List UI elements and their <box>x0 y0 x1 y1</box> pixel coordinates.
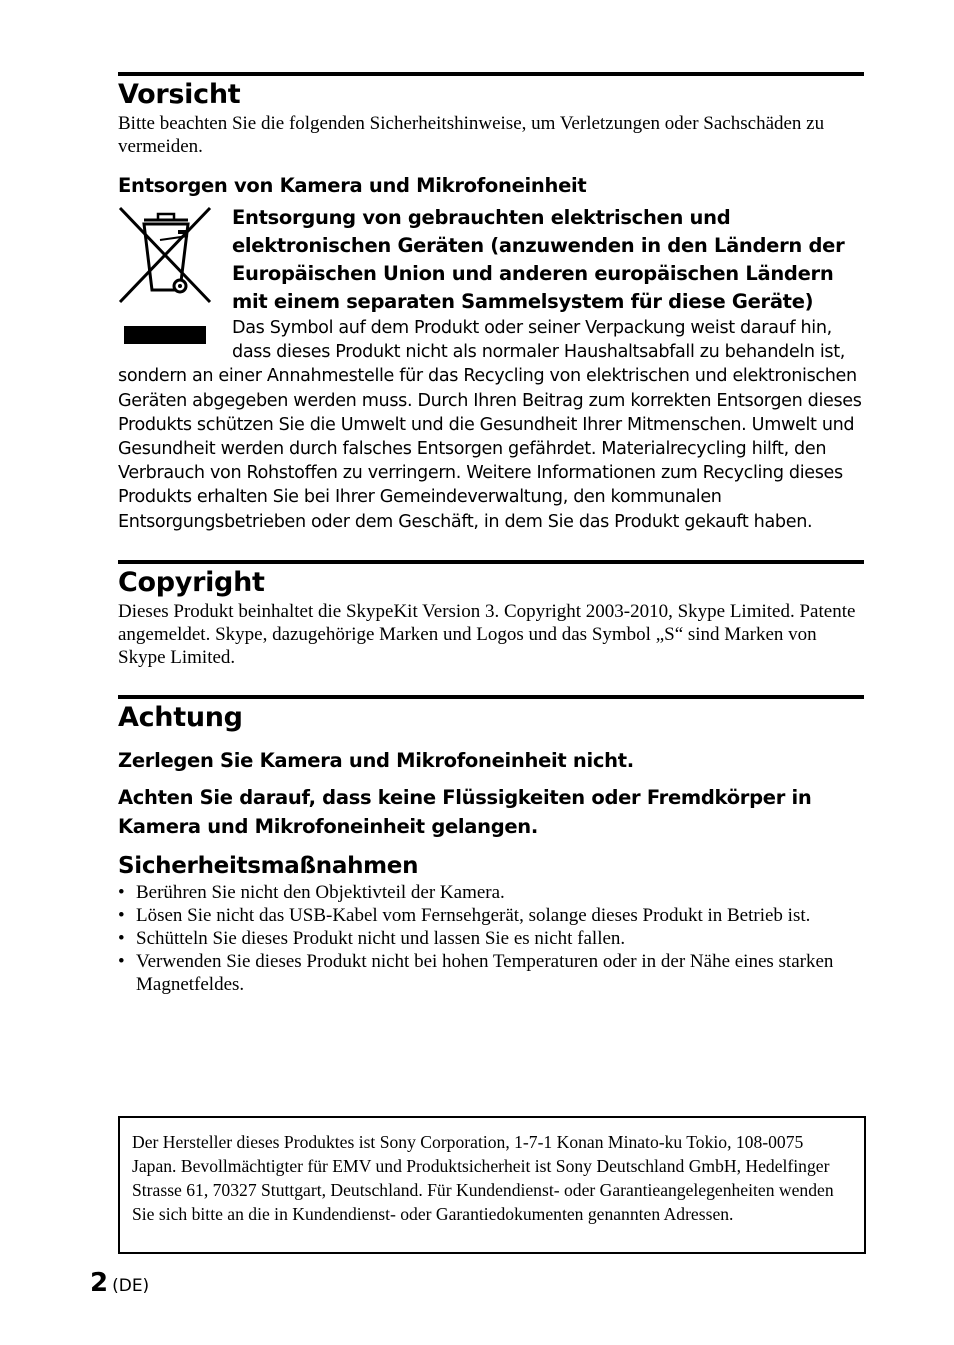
crossed-out-wheeled-bin-icon <box>118 206 214 344</box>
section-title-vorsicht: Vorsicht <box>118 79 241 110</box>
weee-body: Das Symbol auf dem Produkt oder seiner Verpackung weist darauf hin, dass dieses Produkt nicht als normaler Haushaltsabfall zu behandeln ist, sondern an einer Annahmestelle für das Recycling von elektrischen und elektronischen Geräten abgegeben werden muss. Durch Ihren Beitrag zum korrekten Entsorgen dieses Produkts schützen Sie die Umwelt und die Gesundheit Ihrer Mitmenschen. Umwelt und Gesundheit werden durch falsches Entsorgen gefährdet. Materialrecycling hilft, den Verbrauch von Rohstoffen zu verringern. Weitere Informationen zum Recycling dieses Produkts erhalten Sie bei Ihrer Gemeindeverwaltung, den kommunalen Entsorgungsbetrieben oder dem Geschäft, in dem Sie das Produkt gekauft haben. <box>118 318 862 532</box>
bullet: • <box>118 950 125 972</box>
warning-disassemble: Zerlegen Sie Kamera und Mikrofoneinheit nicht. <box>118 748 634 772</box>
section-rule <box>118 695 864 699</box>
copyright-body: Dieses Produkt beinhaltet die SkypeKit Version 3. Copyright 2003-2010, Skype Limited. Patente angemeldet. Skype, dazugehörige Marken und Logos und das Symbol „S“ sind Marken von Skype Limited. <box>118 600 856 668</box>
safety-measures-title: Sicherheitsmaßnahmen <box>118 852 419 879</box>
bullet: • <box>118 881 125 903</box>
list-item <box>118 927 864 950</box>
manufacturer-notice-box <box>118 1116 866 1254</box>
warning-liquids: Achten Sie darauf, dass keine Flüssigkeiten oder Fremdkörper in Kamera und Mikrofoneinheit gelangen. <box>118 785 812 838</box>
list-item-text: Berühren Sie nicht den Objektivteil der Kamera. <box>136 881 505 903</box>
list-item <box>118 950 864 996</box>
section-copyright <box>118 560 864 669</box>
vorsicht-intro: Bitte beachten Sie die folgenden Sicherheitshinweise, um Verletzungen oder Sachschäden zu vermeiden. <box>118 113 825 157</box>
section-rule <box>118 560 864 564</box>
page-number-value: 2 <box>90 1268 109 1298</box>
page-number <box>90 1268 149 1298</box>
weee-title: Entsorgung von gebrauchten elektrischen und elektronischen Geräten (anzuwenden in den Ländern der Europäischen Union und anderen europäischen Ländern mit einem separaten Sammelsystem für diese Geräte) <box>232 206 845 313</box>
disposal-subheading: Entsorgen von Kamera und Mikrofoneinheit <box>118 174 587 197</box>
manufacturer-notice-text: Der Hersteller dieses Produktes ist Sony Corporation, 1-7-1 Konan Minato-ku Tokio, 108-0075 Japan. Bevollmächtigter für EMV und Produktsicherheit ist Sony Deutschland GmbH, Hedelfinger Strasse 61, 70327 Stuttgart, Deutschland. Für Kundendienst- oder Garantieangelegenheiten wenden Sie sich bitte an die in Kundendienst- oder Garantiedokumenten genannten Adressen. <box>132 1132 834 1224</box>
section-rule <box>118 72 864 76</box>
list-item-text: Lösen Sie nicht das USB-Kabel vom Fernsehgerät, solange dieses Produkt in Betrieb ist. <box>136 904 811 926</box>
page-content <box>118 72 864 996</box>
section-achtung <box>118 695 864 996</box>
list-item-text: Schütteln Sie dieses Produkt nicht und lassen Sie es nicht fallen. <box>136 927 626 949</box>
section-title-copyright: Copyright <box>118 566 265 598</box>
section-vorsicht <box>118 72 864 534</box>
section-title-achtung: Achtung <box>118 701 243 733</box>
page-language: (DE) <box>112 1276 150 1296</box>
weee-block <box>118 204 864 534</box>
safety-list <box>118 881 864 996</box>
bullet: • <box>118 904 125 926</box>
bullet: • <box>118 927 125 949</box>
list-item <box>118 904 864 927</box>
list-item-text: Verwenden Sie dieses Produkt nicht bei hohen Temperaturen oder in der Nähe eines starken Magnetfeldes. <box>136 950 834 995</box>
list-item <box>118 881 864 904</box>
